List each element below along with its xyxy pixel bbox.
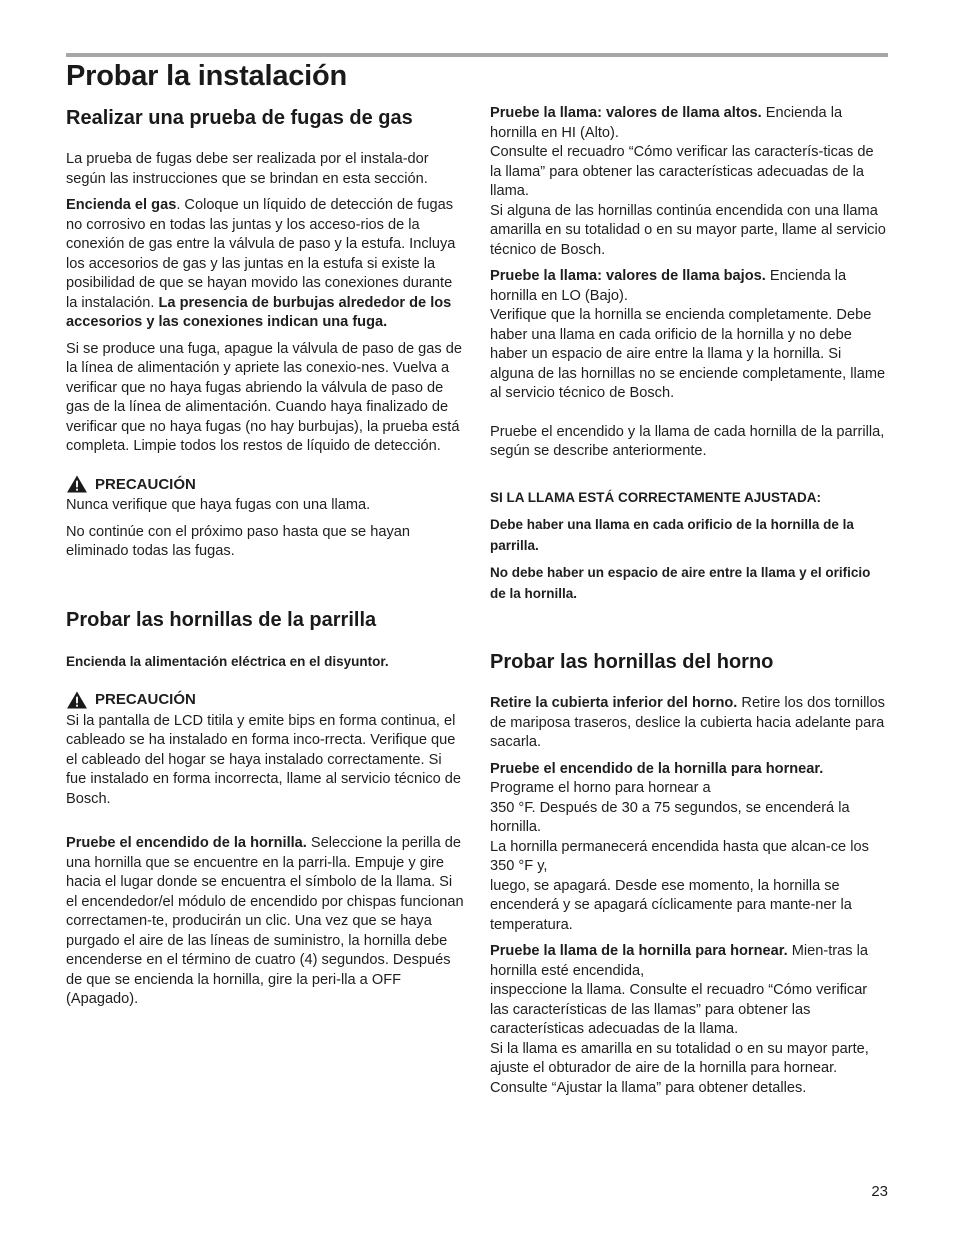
caution-label-2 [66,690,464,710]
bake-ignition-text-4: luego, se apagará. Desde ese momento, la hornilla se encenderá y se apagará cíclicamente para mante-ner la temperatura. [490,877,852,933]
oven-heading: Probar las hornillas del horno [490,651,774,673]
page-number: 23 [871,1183,888,1200]
flame-high-text-2: Consulte el recuadro “Cómo verificar las caracterís-ticas de la llama” para obtener las características adecuadas de la llama. [490,144,874,199]
header-rule [66,53,888,57]
warning-icon [66,691,88,709]
caution-label-text-1: PRECAUCIÓN [95,475,196,493]
turn-on-gas-warning: La presencia de burbujas alrededor de los accesorios y las conexiones indican una fuga. [66,294,452,330]
flame-low-bold: Pruebe la llama: valores de llama bajos. [490,268,766,284]
bake-flame-paragraph [490,942,888,1098]
caution-label-1 [66,475,464,495]
power-on-instruction [66,652,464,673]
bake-flame-bold: Pruebe la llama de la hornilla para hornear. [490,943,788,959]
bake-flame-text-1: Mien-tras la hornilla esté encendida, [490,943,868,979]
leak-test-heading: Realizar una prueba de fugas de gas [66,107,413,129]
caution-label-text-2: PRECAUCIÓN [95,691,196,708]
bake-ignition-bold: Pruebe el encendido de la hornilla para hornear. [490,760,824,777]
turn-on-gas-paragraph [66,196,464,333]
lcd-caution-text: Si la pantalla de LCD titila y emite bips en forma continua, el cableado se ha instalado en forma inco-rrecta. Verifique que el cableado del hogar se haya instalado correctamente. Si fue instalado en forma incorrecta, llame al servicio técnico de Bosch. [66,712,462,807]
right-column [490,104,888,1105]
correct-flame-item-2: No debe haber un espacio de aire entre la llama y el orificio de la hornilla. [490,565,871,601]
power-on-bold: Encienda la alimentación eléctrica en el disyuntor. [66,653,389,669]
turn-on-gas-text: . Coloque un líquido de detección de fugas no corrosivo en todas las juntas y los acceso-rios de la conexión de gas entre la válvula de paso y la estufa. Incluya los accesorios de gas y las juntas en la estufa si existe la posibilidad de que se hayan movido las conexiones durante la instalación. [66,197,456,311]
flame-high-text-3: Si alguna de las hornillas continúa encendida con una llama amarilla en su totalidad o en su mayor parte, llame al servicio técnico de Bosch. [490,202,886,258]
ignition-text: Seleccione la perilla de una hornilla que se encuentre en la parri-lla. Empuje y gire hacia el lugar donde se encuentra el símbolo de la llama. Si el encendedor/el módulo de encendido por chispas funcionan correctamen-te, producirán un clic. Una vez que se haya purgado el aire de las líneas de suministro, la hornilla debe encenderse en el término de cuatro (4) segundos. Después de que se encienda la hornilla, gire la peri-lla a OFF (Apagado). [66,835,464,1007]
flame-high-bold: Pruebe la llama: valores de llama altos. [490,105,762,121]
correct-flame-heading: SI LA LLAMA ESTÁ CORRECTAMENTE AJUSTADA: [490,489,821,505]
flame-high-text-1: Encienda la hornilla en HI (Alto). [490,105,843,141]
flame-high-paragraph [490,104,888,260]
flame-low-text-1: Encienda la hornilla en LO (Bajo). [490,268,847,304]
left-column [66,104,464,1017]
leak-test-intro: La prueba de fugas debe ser realizada por el instala-dor según las instrucciones que se brindan en esta sección. [66,151,429,187]
turn-on-gas-bold: Encienda el gas [66,197,177,213]
remove-cover-text: Retire los dos tornillos de mariposa traseros, deslice la cubierta hacia adelante para sacarla. [490,695,885,750]
each-burner-paragraph: Pruebe el encendido y la llama de cada hornilla de la parrilla, según se describe anteriormente. [490,423,885,459]
remove-cover-paragraph [490,694,888,753]
bake-ignition-text-2: 350 °F. Después de 30 a 75 segundos, se encenderá la hornilla. [490,799,850,835]
bake-ignition-text-1: Programe el horno para hornear a [490,780,711,796]
if-leak-paragraph: Si se produce una fuga, apague la válvula de paso de gas de la línea de alimentación y apriete las conexio-nes. Vuelva a verificar que no haya fugas abriendo la válvula de paso de gas de la línea de alimentación. Cuando haya finalizado de verificar que no haya fugas (no hay burbujas), la prueba está completa. Limpie todos los restos de líquido de detección. [66,340,462,454]
remove-cover-bold: Retire la cubierta inferior del horno. [490,695,738,711]
bake-flame-text-2: inspeccione la llama. Consulte el recuadro “Cómo verificar las características de las llamas” para obtener las características adecuadas de la llama. [490,982,868,1037]
page-title: Probar la instalación [66,60,348,92]
bake-flame-text-3: Si la llama es amarilla en su totalidad o en su mayor parte, ajuste el obturador de aire de la hornilla para hornear. Consulte “Ajustar la llama” para obtener detalles. [490,1040,869,1096]
bake-ignition-text-3: La hornilla permanecerá encendida hasta que alcan-ce los 350 °F y, [490,838,869,874]
cooktop-heading: Probar las hornillas de la parrilla [66,608,377,631]
flame-section [490,104,888,604]
leak-test-section [66,104,464,562]
correct-flame-item-1: Debe haber una llama en cada orificio de la hornilla de la parrilla. [490,517,854,553]
ignition-bold: Pruebe el encendido de la hornilla. [66,835,307,851]
flame-low-text-2: Verifique que la hornilla se encienda completamente. Debe haber una llama en cada orificio de la hornilla y no debe haber un espacio de aire entre la llama y la hornilla. Si alguna de las hornillas no se enciende completamente, llame al servicio técnico de Bosch. [490,307,886,401]
warning-icon [66,475,88,493]
caution-text-1: Nunca verifique que haya fugas con una llama. [66,497,371,513]
oven-section [490,648,888,1098]
caution-text-2: No continúe con el próximo paso hasta que se hayan eliminado todas las fugas. [66,523,410,559]
ignition-paragraph [66,834,464,1010]
flame-low-paragraph [490,267,888,404]
cooktop-section [66,606,464,1010]
bake-ignition-paragraph [490,760,888,936]
